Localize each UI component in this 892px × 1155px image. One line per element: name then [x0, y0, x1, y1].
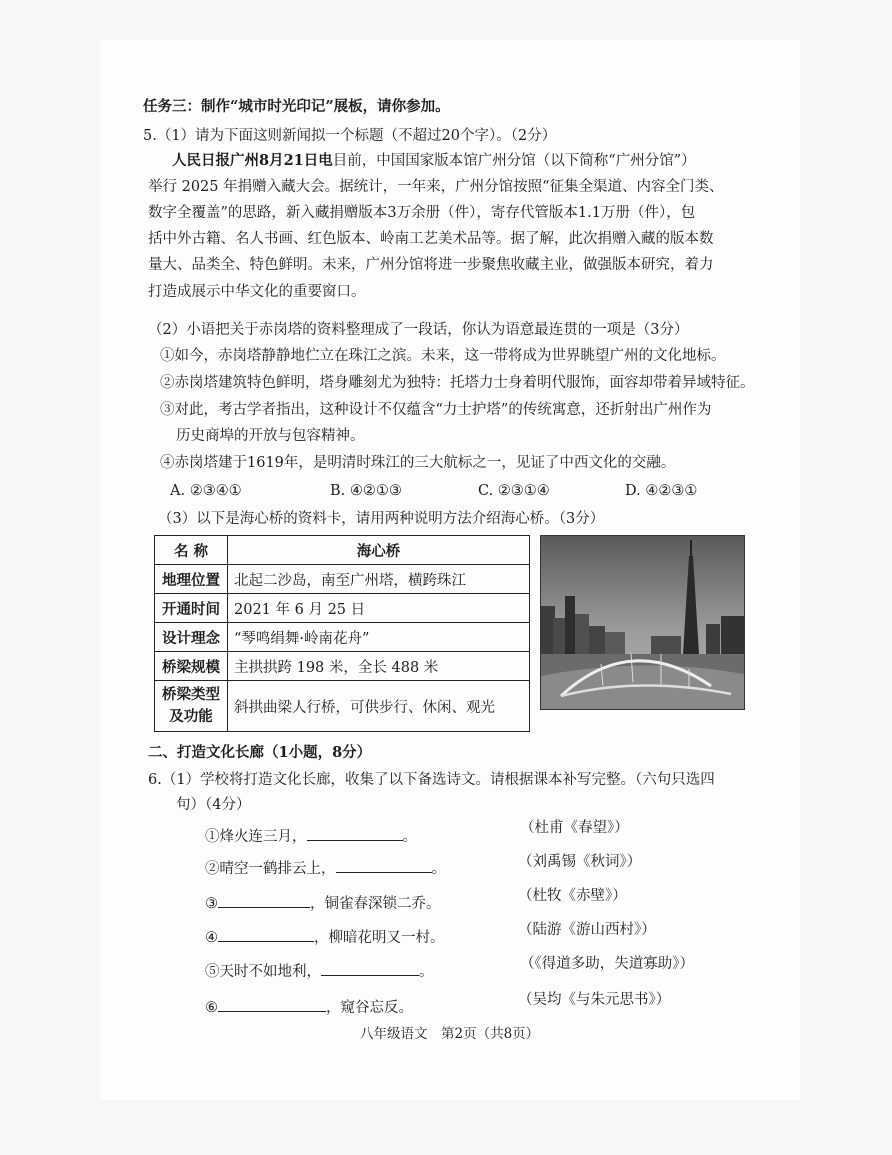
- poem-5-post: 。: [419, 964, 434, 980]
- news-line-2: 举行 2025 年捐赠入藏大会。据统计，一年来，广州分馆按照“征集全渠道、内容全门类、: [148, 179, 724, 195]
- poem-line-5: [205, 961, 434, 982]
- option-d[interactable]: D. ④②③①: [625, 483, 698, 499]
- card-value-type: 斜拱曲梁人行桥，可供步行、休闲、观光: [228, 681, 530, 732]
- bridge-photo: [540, 535, 745, 710]
- poem-2-post: 。: [431, 861, 446, 877]
- poem-line-6: [205, 997, 413, 1018]
- poem-6-source: （吴均《与朱元思书》）: [518, 992, 671, 1008]
- card-header-value: 海心桥: [228, 536, 530, 565]
- card-value-opening: 2021 年 6 月 25 日: [228, 594, 530, 623]
- poem-line-2: [205, 858, 446, 879]
- card-value-scale: 主拱拱跨 198 米，全长 488 米: [228, 652, 530, 681]
- card-key-concept: 设计理念: [155, 623, 228, 652]
- poem-3-source: （杜牧《赤壁》）: [518, 888, 627, 904]
- poem-4-post: ，柳暗花明又一村。: [314, 930, 445, 946]
- task-title: 任务三：制作“城市时光印记”展板，请你参加。: [143, 98, 450, 115]
- news-line-3: 数字全覆盖”的思路，新入藏捐赠版本3万余册（件），寄存代管版本1.1万册（件），包: [148, 205, 696, 221]
- news-lead: 人民日报广州8月21日电: [172, 152, 333, 169]
- poem-5-source: （《得道多助，失道寡助》）: [520, 956, 694, 972]
- option-a[interactable]: A. ②③④①: [170, 483, 242, 499]
- poem-1-pre: ①烽火连三月，: [205, 829, 307, 845]
- poem-6-post: ，窥谷忘反。: [326, 1000, 413, 1016]
- news-line-5: 量大、品类全、特色鲜明。未来，广州分馆将进一步聚焦收藏主业，做强版本研究，着力: [148, 257, 714, 273]
- poem-4-source: （陆游《游山西村》）: [518, 922, 656, 938]
- page-footer: 八年级语文 第2页（共8页）: [360, 1026, 540, 1042]
- card-key-opening: 开通时间: [155, 594, 228, 623]
- poem-line-3: [205, 893, 441, 914]
- card-key-type: [155, 681, 228, 732]
- q6-prompt-line2: 句）（4分）: [176, 797, 251, 813]
- section-2-title: 二、打造文化长廊（1小题，8分）: [148, 744, 372, 761]
- card-key-type-line1: 桥梁类型: [162, 686, 220, 703]
- poem-2-blank[interactable]: [336, 858, 432, 873]
- poem-6-pre: ⑥: [205, 1000, 218, 1016]
- card-key-type-line2: 及功能: [169, 708, 213, 725]
- bridge-info-card: [154, 535, 530, 732]
- option-b[interactable]: B. ④②①③: [330, 483, 402, 499]
- news-line-6: 打造成展示中华文化的重要窗口。: [148, 284, 366, 300]
- card-header-key: 名 称: [155, 536, 228, 565]
- poem-3-blank[interactable]: [218, 893, 310, 908]
- q5-2-item-2: ②赤岗塔建筑特色鲜明，塔身雕刻尤为独特：托塔力士身着明代服饰，面容却带着异域特征。: [160, 375, 755, 391]
- news-line-4: 括中外古籍、名人书画、红色版本、岭南工艺美术品等。据了解，此次捐赠入藏的版本数: [148, 231, 714, 247]
- card-key-location: 地理位置: [155, 565, 228, 594]
- news-line-1: [172, 151, 696, 171]
- poem-5-pre: ⑤天时不如地利，: [205, 964, 321, 980]
- poem-6-blank[interactable]: [218, 997, 326, 1012]
- bridge-photo-illustration: [541, 536, 744, 709]
- poem-line-1: [205, 826, 417, 847]
- poem-4-blank[interactable]: [218, 927, 314, 942]
- q5-2-item-1: ①如今，赤岗塔静静地伫立在珠江之滨。未来，这一带将成为世界眺望广州的文化地标。: [160, 348, 726, 364]
- poem-2-pre: ②晴空一鹤排云上，: [205, 861, 336, 877]
- poem-5-blank[interactable]: [321, 961, 419, 976]
- card-key-scale: 桥梁规模: [155, 652, 228, 681]
- option-c[interactable]: C. ②③①④: [478, 483, 550, 499]
- poem-1-blank[interactable]: [307, 826, 403, 841]
- news-text: 目前，中国国家版本馆广州分馆（以下简称“广州分馆”）: [332, 153, 696, 169]
- poem-3-pre: ③: [205, 896, 218, 912]
- q5-3-prompt: （3）以下是海心桥的资料卡，请用两种说明方法介绍海心桥。（3分）: [158, 511, 605, 527]
- poem-1-post: 。: [402, 829, 417, 845]
- card-value-concept: “琴鸣绢舞·岭南花舟”: [228, 623, 530, 652]
- q5-2-item-3-cont: 历史商埠的开放与包容精神。: [176, 428, 365, 444]
- poem-1-source: （杜甫《春望》）: [520, 820, 629, 836]
- poem-4-pre: ④: [205, 930, 218, 946]
- q6-prompt-line1: 6.（1）学校将打造文化长廊，收集了以下备选诗文。请根据课本补写完整。（六句只选四: [148, 772, 715, 788]
- card-value-location: 北起二沙岛，南至广州塔，横跨珠江: [228, 565, 530, 594]
- poem-2-source: （刘禹锡《秋词》）: [518, 854, 642, 870]
- q5-1-prompt: 5.（1）请为下面这则新闻拟一个标题（不超过20个字）。（2分）: [143, 128, 557, 144]
- poem-3-post: ，铜雀春深锁二乔。: [310, 896, 441, 912]
- poem-line-4: [205, 927, 445, 948]
- q5-2-prompt: （2）小语把关于赤岗塔的资料整理成了一段话，你认为语意最连贯的一项是（3分）: [148, 322, 689, 338]
- q5-2-item-4: ④赤岗塔建于1619年，是明清时珠江的三大航标之一，见证了中西文化的交融。: [160, 455, 676, 471]
- q5-2-item-3: ③对此，考古学者指出，这种设计不仅蕴含“力士护塔”的传统寓意，还折射出广州作为: [160, 402, 712, 418]
